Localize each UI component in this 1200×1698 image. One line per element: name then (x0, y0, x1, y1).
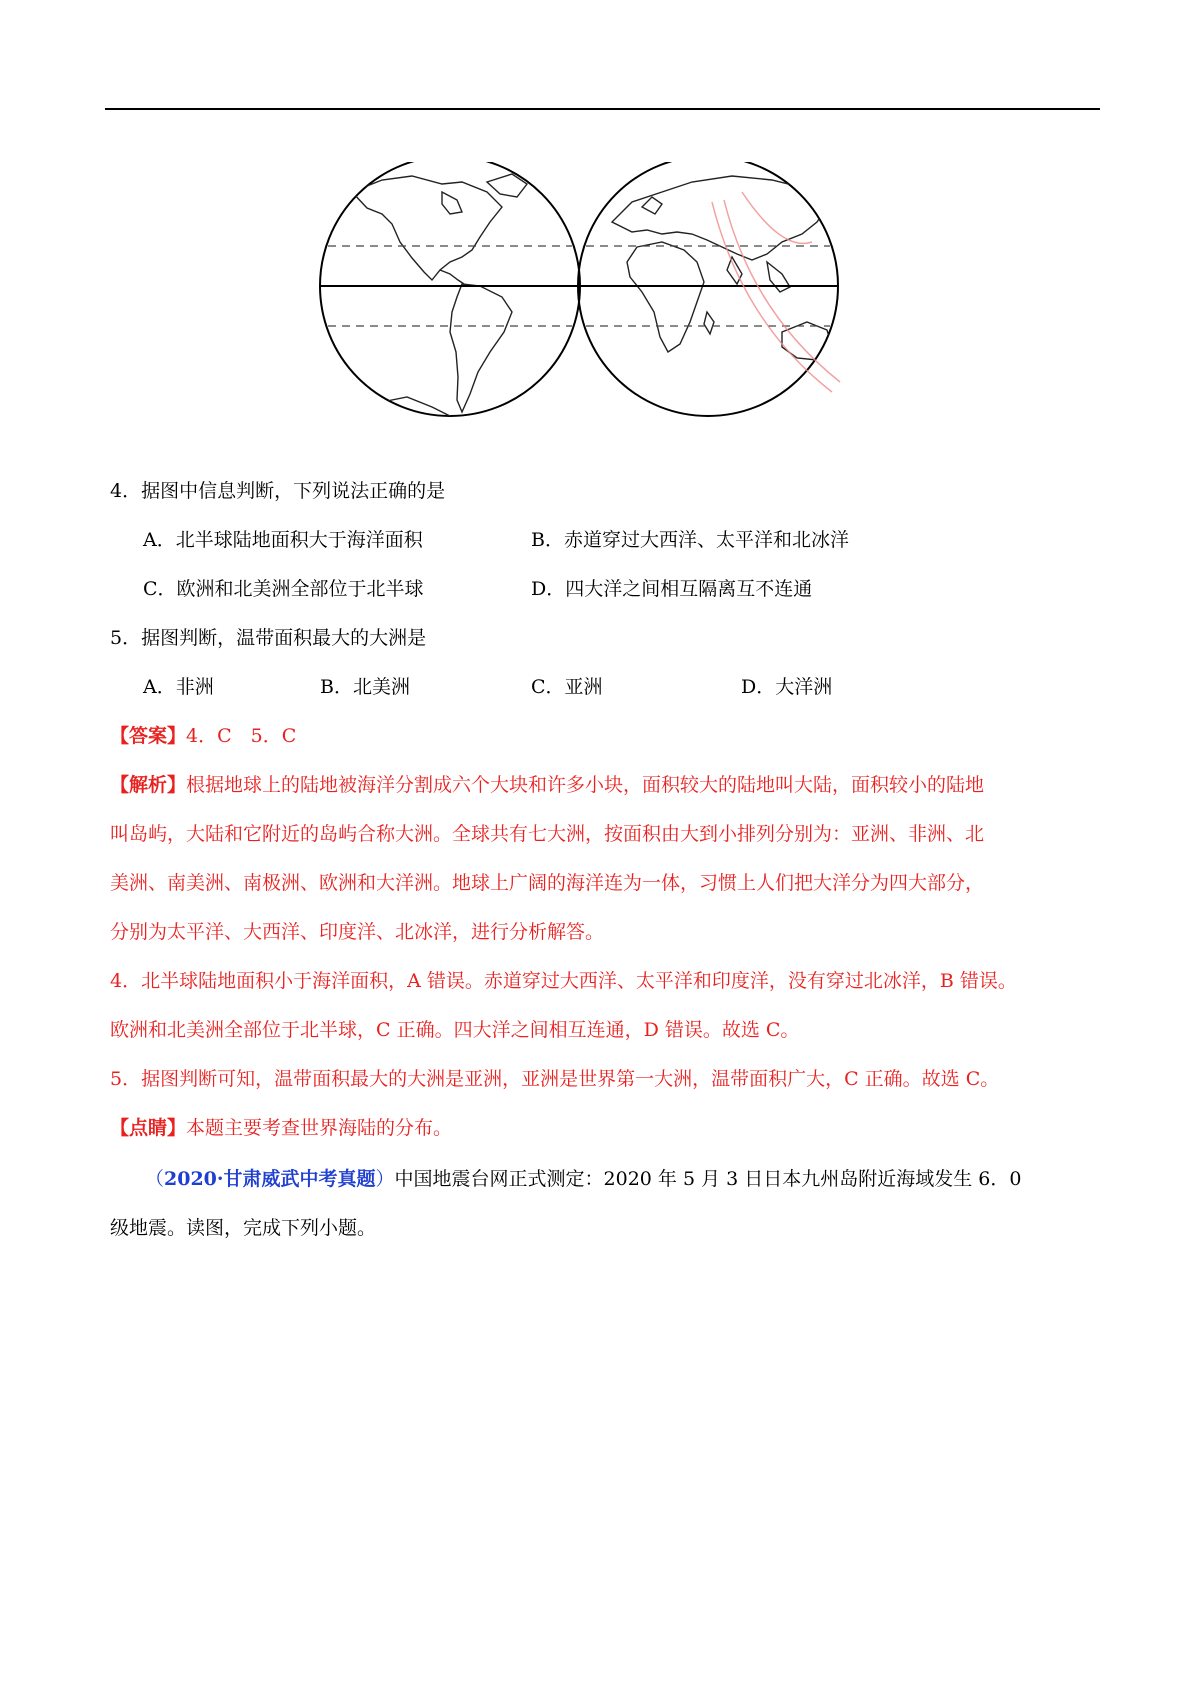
analysis-line-2: 叫岛屿，大陆和它附近的岛屿合称大洲。全球共有七大洲，按面积由大到小排列分别为：亚洲、非洲、北 (110, 823, 985, 845)
question4-stem: 4．据图中信息判断，下列说法正确的是 (110, 480, 446, 502)
question5-option-d[interactable]: D．大洋洲 (741, 676, 833, 698)
next-question-line-1 (145, 1166, 1021, 1192)
question5-stem: 5．据图判断，温带面积最大的大洲是 (110, 627, 427, 649)
analysis-line-3: 美洲、南美洲、南极洲、欧洲和大洋洲。地球上广阔的海洋连为一体，习惯上人们把大洋分为四大部分， (110, 872, 985, 894)
question4-option-d[interactable]: D．四大洋之间相互隔离互不连通 (531, 578, 813, 600)
question5-option-a[interactable]: A．非洲 (143, 676, 214, 698)
analysis-tag: 【解析】 (110, 774, 187, 796)
comment-line (110, 1115, 452, 1141)
question4-option-a[interactable]: A．北半球陆地面积大于海洋面积 (143, 529, 423, 551)
analysis-text-1: 根据地球上的陆地被海洋分割成六个大块和许多小块，面积较大的陆地叫大陆，面积较小的陆地 (186, 774, 985, 796)
comment-tag: 【点睛】 (110, 1117, 187, 1139)
answer-line (110, 723, 296, 749)
next-question-line-2: 级地震。读图，完成下列小题。 (110, 1217, 377, 1239)
header-rule (105, 108, 1100, 110)
comment-text: 本题主要考查世界海陆的分布。 (186, 1117, 453, 1139)
question5-option-b[interactable]: B．北美洲 (320, 676, 410, 698)
next-question-text-1: 中国地震台网正式测定：2020 年 5 月 3 日日本九州岛附近海域发生 6．0 (394, 1168, 1022, 1190)
source-open: （ (145, 1168, 165, 1190)
source-label: 2020·甘肃威武中考真题 (164, 1168, 376, 1190)
analysis-q5-line-1: 5．据图判断可知，温带面积最大的大洲是亚洲，亚洲是世界第一大洲，温带面积广大，C 正确。故选 C。 (110, 1068, 1000, 1090)
question4-option-b[interactable]: B．赤道穿过大西洋、太平洋和北冰洋 (531, 529, 849, 551)
analysis-line-1 (110, 772, 984, 798)
question4-option-c[interactable]: C．欧洲和北美洲全部位于北半球 (143, 578, 424, 600)
source-close: ） (375, 1168, 395, 1190)
answer-tag: 【答案】 (110, 725, 187, 747)
analysis-q4-line-2: 欧洲和北美洲全部位于北半球，C 正确。四大洋之间相互连通，D 错误。故选 C。 (110, 1019, 800, 1041)
question5-option-c[interactable]: C．亚洲 (531, 676, 603, 698)
answer-text: 4．C 5．C (186, 725, 297, 747)
world-hemispheres-map-icon (312, 162, 902, 450)
analysis-line-4: 分别为太平洋、大西洋、印度洋、北冰洋，进行分析解答。 (110, 921, 605, 943)
analysis-q4-line-1: 4．北半球陆地面积小于海洋面积，A 错误。赤道穿过大西洋、太平洋和印度洋，没有穿过北冰洋，B 错误。 (110, 970, 1017, 992)
